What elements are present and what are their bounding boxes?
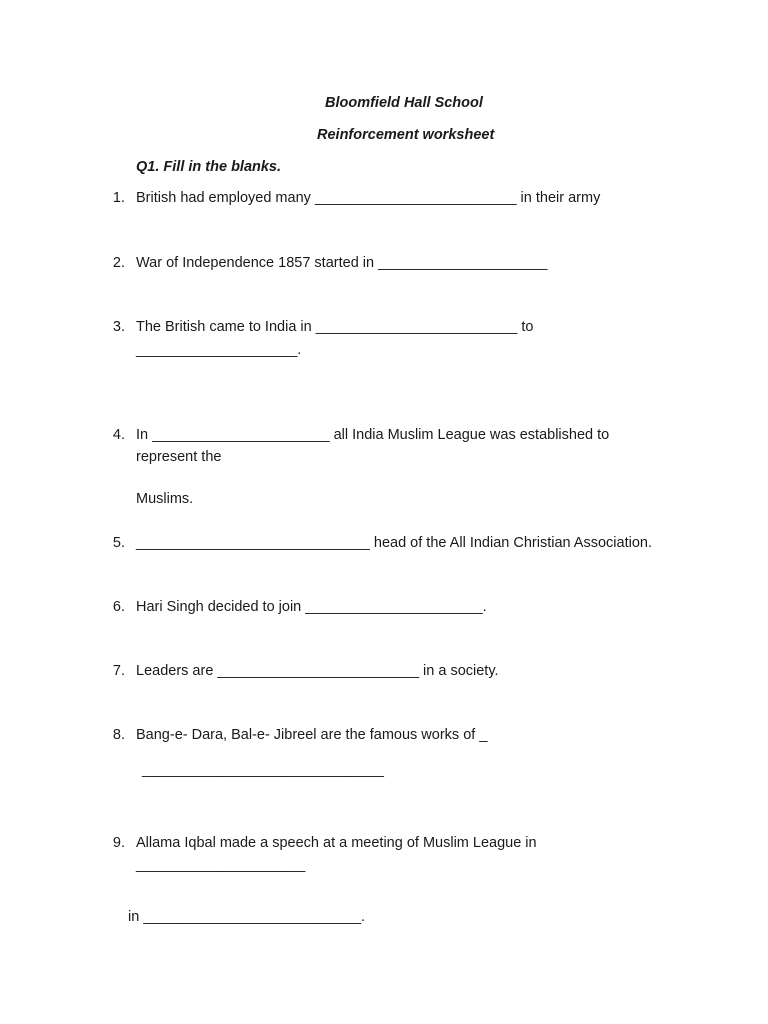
item-text-continued: ______________________________ — [142, 762, 384, 778]
item-number: 5. — [112, 535, 125, 551]
item-number: 8. — [112, 727, 125, 743]
item-number: 7. — [112, 663, 125, 679]
item-text: War of Independence 1857 started in _____________________ — [136, 255, 548, 271]
item-number: 1. — [112, 190, 125, 206]
item-number: 6. — [112, 599, 125, 615]
item-text: Leaders are _________________________ in a society. — [136, 663, 499, 679]
item-number: 4. — [112, 427, 125, 443]
item-text: Allama Iqbal made a speech at a meeting of Muslim League in — [136, 835, 537, 851]
item-number: 2. — [112, 255, 125, 271]
item-text: Bang-e- Dara, Bal-e- Jibreel are the famous works of _ — [136, 727, 488, 743]
item-text-continued: _____________________ — [136, 857, 306, 873]
question-heading: Q1. Fill in the blanks. — [136, 159, 282, 175]
item-text: British had employed many _________________________ in their army — [136, 190, 601, 206]
school-name: Bloomfield Hall School — [325, 95, 483, 111]
item-text-continued: in ___________________________. — [128, 909, 366, 925]
item-text: The British came to India in _________________________ to — [136, 319, 534, 335]
item-text-continued: Muslims. — [136, 491, 194, 507]
item-text: In ______________________ all India Muslim League was established to — [136, 427, 610, 443]
item-number: 9. — [112, 835, 125, 851]
worksheet-title: Reinforcement worksheet — [317, 127, 495, 143]
item-text-continued: ____________________. — [136, 342, 302, 358]
item-number: 3. — [112, 319, 125, 335]
item-text-continued: represent the — [136, 449, 222, 465]
item-text: _____________________________ head of the All Indian Christian Association. — [136, 535, 652, 551]
item-text: Hari Singh decided to join ______________________. — [136, 599, 487, 615]
